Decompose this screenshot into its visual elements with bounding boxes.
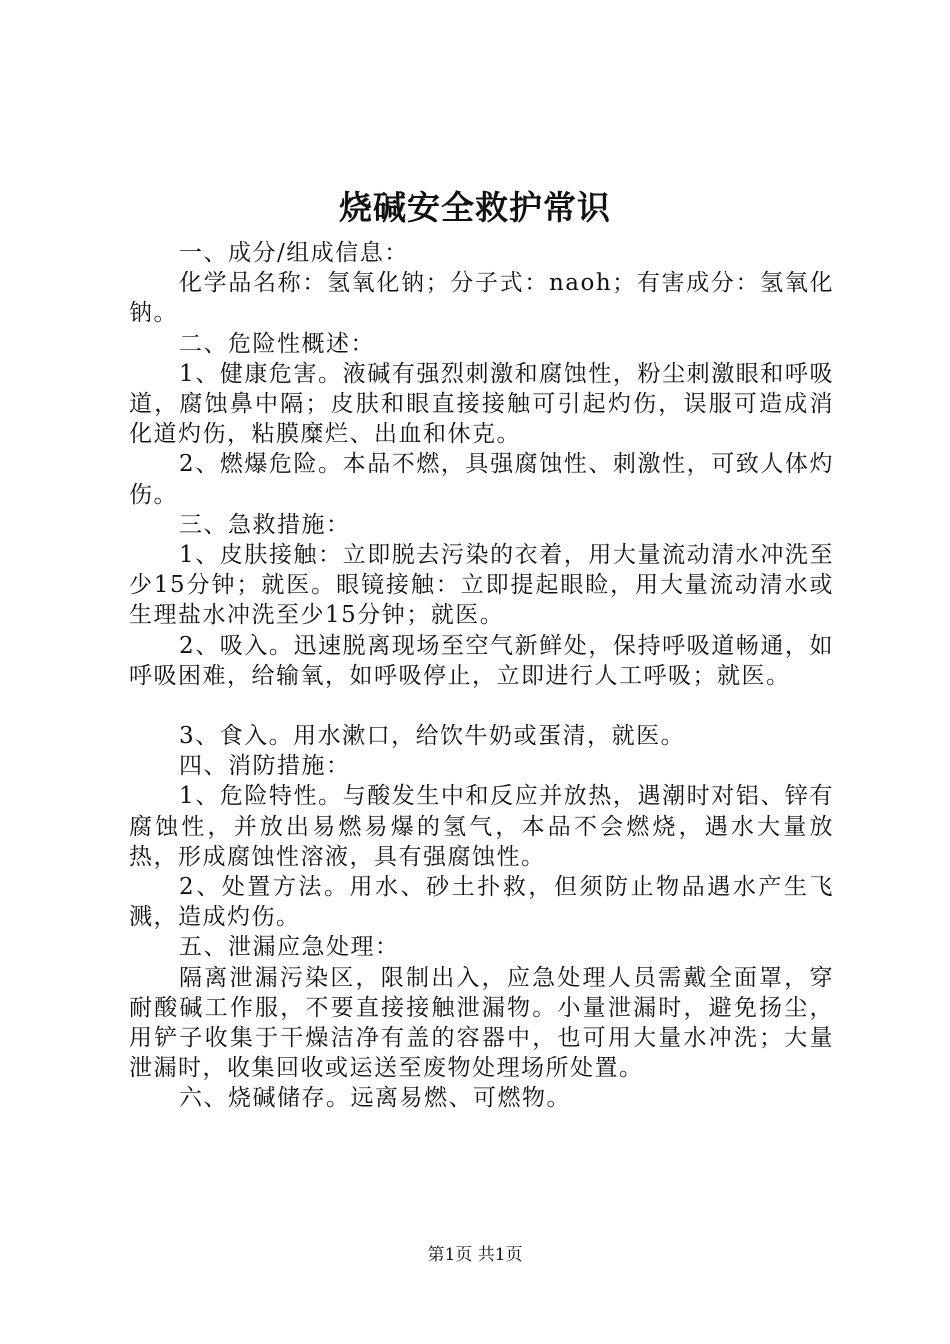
paragraph-ingestion: 3、食入。用水漱口，给饮牛奶或蛋清，就医。 xyxy=(179,723,686,750)
section-heading-composition: 一、成分/组成信息： xyxy=(179,240,409,266)
document-title: 烧碱安全救护常识 xyxy=(339,188,611,227)
document-body xyxy=(129,238,834,1114)
page-footer: 第1页 共1页 xyxy=(427,1245,523,1265)
paragraph-health-hazard: 1、健康危害。液碱有强烈刺激和腐蚀性，粉尘刺激眼和呼吸道，腐蚀鼻中隔；皮肤和眼直接接触可引起灼伤，误服可造成消化道灼伤，粘膜糜烂、出血和休克。 xyxy=(129,360,834,448)
paragraph-storage: 六、烧碱储存。远离易燃、可燃物。 xyxy=(179,1085,571,1112)
spacer xyxy=(129,691,834,721)
section-heading-leak: 五、泄漏应急处理： xyxy=(179,934,400,961)
paragraph-disposal-method: 2、处置方法。用水、砂土扑救，但须防止物品遇水产生飞溅，造成灼伤。 xyxy=(129,874,834,931)
paragraph-hazard-property: 1、危险特性。与酸发生中和反应并放热，遇潮时对铝、锌有腐蚀性，并放出易燃易爆的氢气，本品不会燃烧，遇水大量放热，形成腐蚀性溶液，具有强腐蚀性。 xyxy=(129,783,834,870)
section-heading-first-aid: 三、急救措施： xyxy=(179,511,351,538)
paragraph-leak-handling: 隔离泄漏污染区，限制出入，应急处理人员需戴全面罩，穿耐酸碱工作服，不要直接接触泄漏物。小量泄漏时，避免扬尘，用铲子收集于干燥洁净有盖的容器中，也可用大量水冲洗；大量泄漏时，收集回收或运送至废物处理场所处置。 xyxy=(129,964,834,1082)
paragraph-chemical-name: 化学品名称：氢氧化钠；分子式：naoh；有害成分：氢氧化钠。 xyxy=(129,270,834,327)
paragraph-inhalation: 2、吸入。迅速脱离现场至空气新鲜处，保持呼吸道畅通，如呼吸困难，给输氧，如呼吸停止，立即进行人工呼吸；就医。 xyxy=(129,632,834,689)
paragraph-explosion-hazard: 2、燃爆危险。本品不燃，具强腐蚀性、刺激性，可致人体灼伤。 xyxy=(129,451,834,508)
section-heading-fire: 四、消防措施： xyxy=(179,753,351,780)
section-heading-hazard: 二、危险性概述： xyxy=(179,330,375,357)
paragraph-skin-contact: 1、皮肤接触：立即脱去污染的衣着，用大量流动清水冲洗至少15分钟；就医。眼镜接触：立即提起眼睑，用大量流动清水或生理盐水冲洗至少15分钟；就医。 xyxy=(129,542,834,629)
